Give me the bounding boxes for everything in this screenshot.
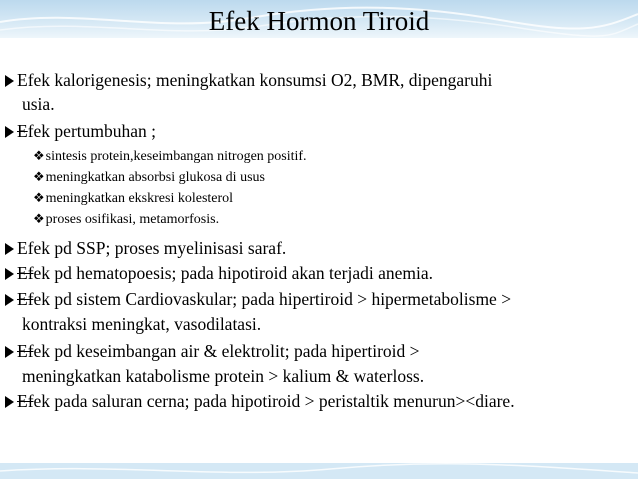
sub-item-text: meningkatkan absorbsi glukosa di usus — [45, 170, 265, 185]
item-text: kontraksi meningkat, vasodilatasi. — [22, 314, 262, 334]
arrow-bullet-icon — [5, 126, 14, 138]
item-text: ek pd keseimbangan air & elektrolit; pada hipertiroid > — [33, 341, 420, 361]
item-text-strike: Ef — [17, 391, 34, 411]
list-item — [5, 121, 156, 142]
diamond-bullet-icon: ❖ — [33, 190, 45, 205]
sub-item-text: proses osifikasi, metamorfosis. — [45, 212, 220, 227]
arrow-bullet-icon — [5, 268, 14, 280]
list-item — [5, 238, 286, 259]
list-item — [5, 263, 433, 284]
sub-list-item — [33, 168, 265, 187]
sub-item-text: sintesis protein,keseimbangan nitrogen positif. — [45, 149, 307, 164]
wave-decoration — [0, 463, 638, 479]
list-item — [5, 341, 420, 362]
item-text-strike: Ef — [17, 341, 34, 361]
diamond-bullet-icon: ❖ — [33, 211, 45, 226]
item-text: Efek kalorigenesis; meningkatkan konsumsi O2, BMR, dipengaruhi — [17, 70, 493, 90]
item-text: ek pd sistem Cardiovaskular; pada hipertiroid > hipermetabolisme > — [33, 289, 512, 309]
item-text: meningkatkan katabolisme protein > kalium & waterloss. — [22, 366, 425, 386]
list-item-continuation — [22, 94, 55, 115]
item-text: usia. — [22, 94, 55, 114]
item-text: ek pd hematopoesis; pada hipotiroid akan terjadi anemia. — [33, 263, 433, 283]
list-item-continuation — [22, 314, 261, 335]
list-item — [5, 289, 511, 310]
item-text: ek pada saluran cerna; pada hipotiroid > peristaltik menurun><diare. — [33, 391, 515, 411]
diamond-bullet-icon: ❖ — [33, 148, 45, 163]
list-item — [5, 391, 515, 412]
sub-list-item — [33, 189, 233, 208]
item-text-strike: Ef — [17, 289, 34, 309]
sub-list-item — [33, 210, 219, 229]
arrow-bullet-icon — [5, 294, 14, 306]
item-text-strike: E — [17, 121, 28, 141]
arrow-bullet-icon — [5, 346, 14, 358]
footer-band — [0, 463, 638, 479]
arrow-bullet-icon — [5, 396, 14, 408]
item-text: Efek pd SSP; proses myelinisasi saraf. — [17, 238, 287, 258]
slide-title: Efek Hormon Tiroid — [208, 6, 430, 36]
arrow-bullet-icon — [5, 75, 14, 87]
diamond-bullet-icon: ❖ — [33, 169, 45, 184]
list-item-continuation — [22, 366, 424, 387]
list-item — [5, 70, 492, 91]
item-text-strike: Ef — [17, 263, 34, 283]
sub-list-item — [33, 147, 307, 166]
sub-item-text: meningkatkan ekskresi kolesterol — [45, 191, 234, 206]
arrow-bullet-icon — [5, 243, 14, 255]
item-text: fek pertumbuhan ; — [27, 121, 156, 141]
